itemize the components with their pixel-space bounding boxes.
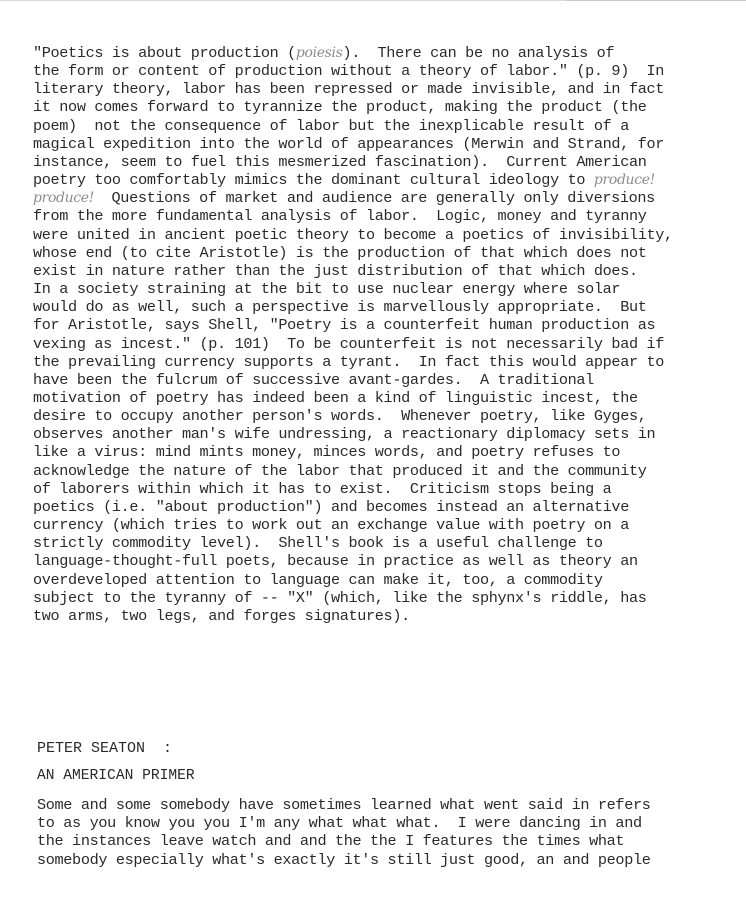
essay-line bbox=[33, 571, 737, 589]
text-run: poetry too comfortably mimics the dominant cultural ideology to bbox=[33, 171, 594, 190]
essay-line bbox=[33, 207, 737, 225]
document-page bbox=[33, 44, 737, 625]
text-run: exist in nature rather than the just distribution of that which does. bbox=[33, 261, 638, 280]
poem-body bbox=[37, 796, 737, 869]
essay-line bbox=[33, 44, 737, 62]
text-run: language-thought-full poets, because in practice as well as theory an bbox=[33, 552, 638, 571]
essay-line bbox=[33, 153, 737, 171]
essay-line bbox=[33, 171, 737, 189]
poem-title: AN AMERICAN PRIMER bbox=[37, 768, 195, 784]
text-run: of laborers within which it has to exist. Criticism stops being a bbox=[33, 479, 612, 498]
essay-line bbox=[33, 135, 737, 153]
text-run: instance, seem to fuel this mesmerized fascination). Current American bbox=[33, 152, 647, 171]
text-run: overdeveloped attention to language can make it, too, a commodity bbox=[33, 570, 603, 589]
text-run: poetics (i.e. "about production") and becomes instead an alternative bbox=[33, 497, 629, 516]
text-run: In a society straining at the bit to use nuclear energy where solar bbox=[33, 280, 621, 299]
essay-line bbox=[33, 244, 737, 262]
essay-line bbox=[33, 516, 737, 534]
essay-line bbox=[33, 552, 737, 570]
text-run: the form or content of production without a theory of labor." (p. 9) In bbox=[33, 62, 665, 81]
poem-line: to as you know you you I'm any what what what. I were dancing in and bbox=[37, 814, 642, 833]
italic-text: poiesis bbox=[295, 45, 343, 61]
text-run: have been the fulcrum of successive avant-gardes. A traditional bbox=[33, 370, 594, 389]
essay-line bbox=[33, 534, 737, 552]
essay-line bbox=[33, 298, 737, 316]
essay-line bbox=[33, 189, 737, 207]
essay-line bbox=[33, 353, 737, 371]
essay-line bbox=[33, 371, 737, 389]
text-run: strictly commodity level). Shell's book is a useful challenge to bbox=[33, 534, 603, 553]
essay-line bbox=[33, 480, 737, 498]
text-run: for Aristotle, says Shell, "Poetry is a counterfeit human production as bbox=[33, 316, 656, 335]
essay-line bbox=[33, 117, 737, 135]
essay-line bbox=[33, 607, 737, 625]
text-run: two arms, two legs, and forges signatures). bbox=[33, 606, 410, 625]
essay-line bbox=[33, 280, 737, 298]
essay-line bbox=[33, 407, 737, 425]
text-run: from the more fundamental analysis of labor. Logic, money and tyranny bbox=[33, 207, 647, 226]
text-run: ). There can be no analysis of bbox=[342, 44, 615, 62]
text-run: like a virus: mind mints money, minces words, and poetry refuses to bbox=[33, 443, 621, 462]
italic-text: produce! bbox=[593, 172, 655, 189]
text-run: poem) not the consequence of labor but the inexplicable result of a bbox=[33, 116, 629, 135]
essay-line bbox=[33, 262, 737, 280]
text-run: would do as well, such a perspective is marvellously appropriate. But bbox=[33, 298, 647, 317]
italic-text: produce! bbox=[33, 190, 95, 207]
text-run: literary theory, labor has been repressed or made invisible, and in fact bbox=[33, 80, 665, 99]
text-run: currency (which tries to work out an exchange value with poetry on a bbox=[33, 516, 629, 535]
essay-line bbox=[33, 443, 737, 461]
page-top-edge-shadow bbox=[566, 0, 746, 1]
essay-line bbox=[33, 389, 737, 407]
essay-line bbox=[33, 80, 737, 98]
poem-line: Some and some somebody have sometimes learned what went said in refers bbox=[37, 796, 651, 814]
text-run: Questions of market and audience are generally only diversions bbox=[94, 189, 655, 208]
page-top-edge bbox=[0, 0, 746, 7]
essay-line bbox=[33, 316, 737, 334]
text-run: whose end (to cite Aristotle) is the production of that which does not bbox=[33, 243, 647, 262]
text-run: desire to occupy another person's words. Whenever poetry, like Gyges, bbox=[33, 407, 647, 426]
text-run: were united in ancient poetic theory to become a poetics of invisibility, bbox=[33, 225, 673, 244]
author-heading: PETER SEATON : bbox=[37, 740, 173, 757]
essay-line bbox=[33, 425, 737, 443]
essay-line bbox=[33, 226, 737, 244]
text-run: "Poetics is about production ( bbox=[33, 44, 296, 62]
essay-line bbox=[33, 335, 737, 353]
essay-line bbox=[33, 498, 737, 516]
text-run: vexing as incest." (p. 101) To be counterfeit is not necessarily bad if bbox=[33, 334, 665, 353]
text-run: it now comes forward to tyrannize the product, making the product (the bbox=[33, 98, 647, 117]
essay-body bbox=[33, 44, 737, 625]
text-run: magical expedition into the world of appearances (Merwin and Strand, for bbox=[33, 134, 665, 153]
poem-line: the instances leave watch and and the the I features the times what bbox=[37, 832, 625, 851]
essay-line bbox=[33, 98, 737, 116]
text-run: acknowledge the nature of the labor that produced it and the community bbox=[33, 461, 647, 480]
text-run: motivation of poetry has indeed been a kind of linguistic incest, the bbox=[33, 388, 638, 407]
text-run: observes another man's wife undressing, a reactionary diplomacy sets in bbox=[33, 425, 656, 444]
text-run: subject to the tyranny of -- "X" (which, like the sphynx's riddle, has bbox=[33, 588, 647, 607]
essay-line bbox=[33, 62, 737, 80]
text-run: the prevailing currency supports a tyrant. In fact this would appear to bbox=[33, 352, 665, 371]
poem-line: somebody especially what's exactly it's still just good, an and people bbox=[37, 850, 651, 869]
essay-line bbox=[33, 589, 737, 607]
essay-line bbox=[33, 462, 737, 480]
